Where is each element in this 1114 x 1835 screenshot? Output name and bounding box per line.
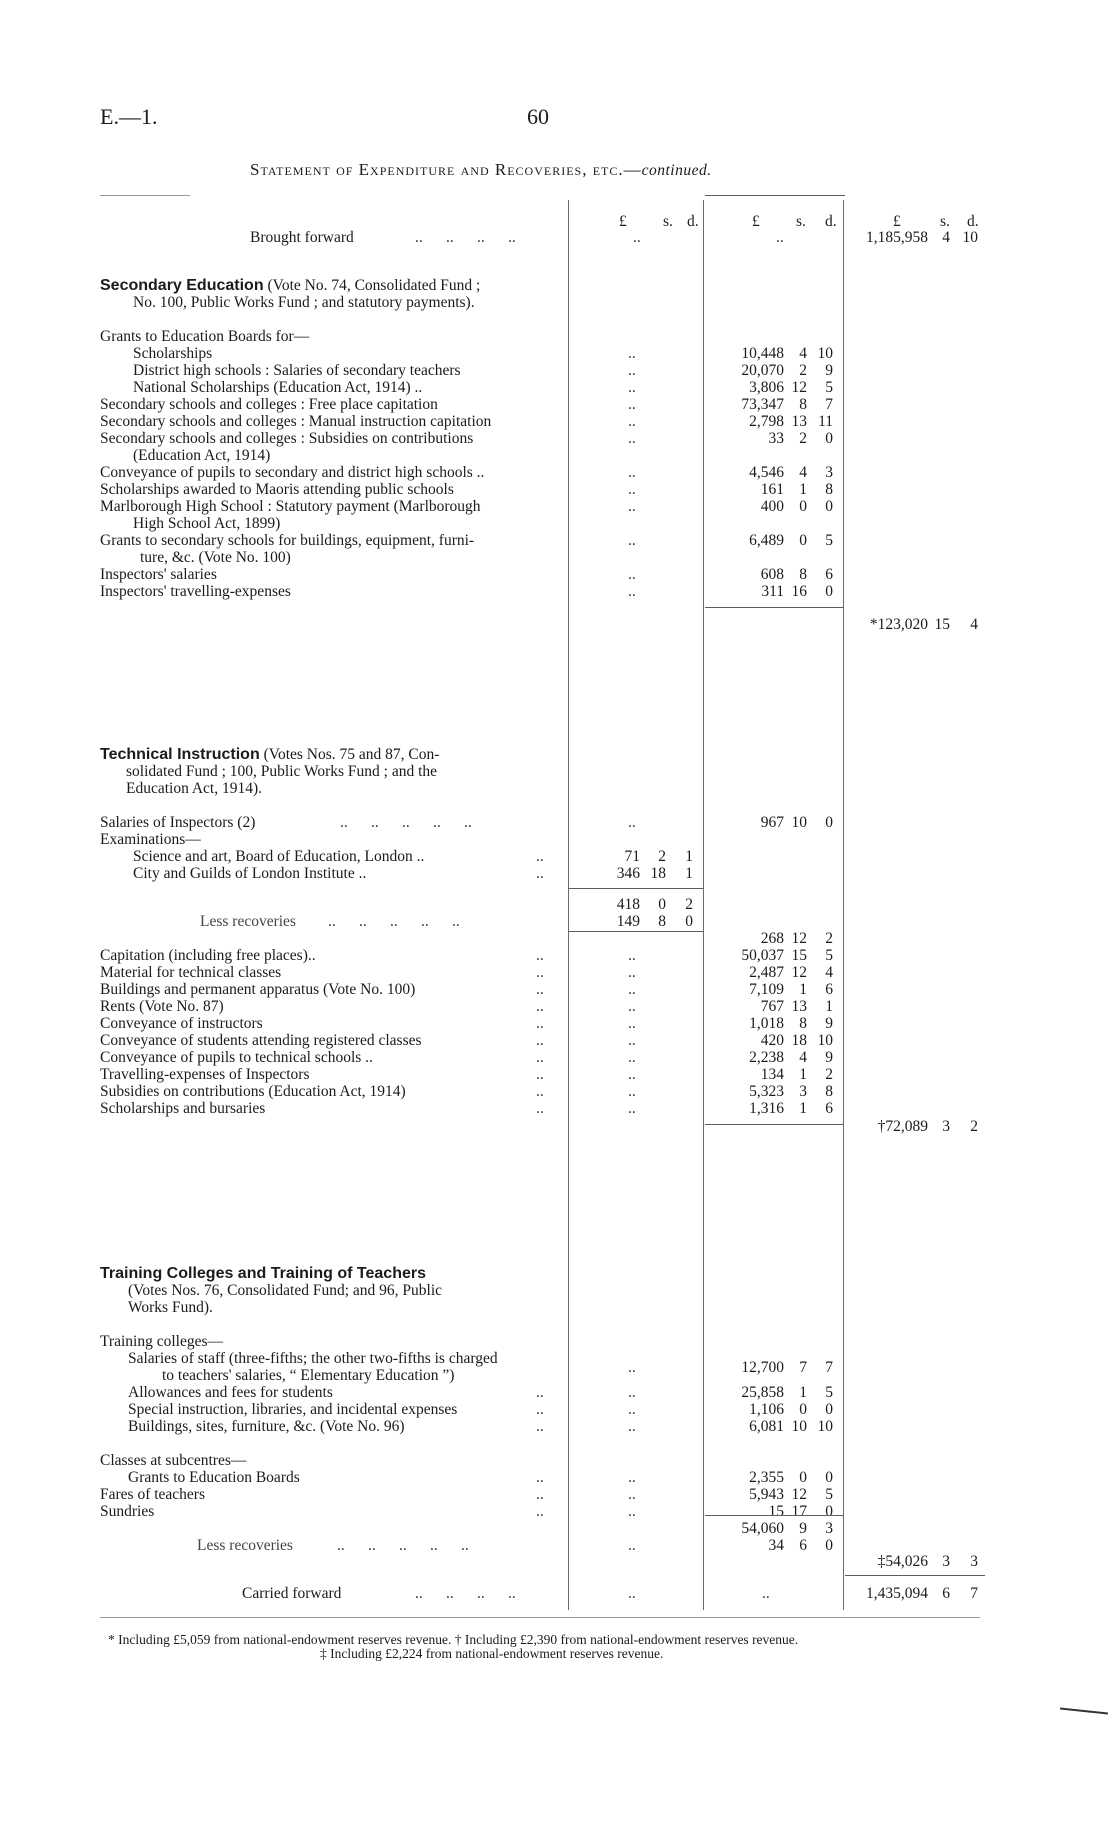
carried-forward-shillings: 6	[942, 1585, 950, 1602]
amount-pence: 1	[825, 998, 833, 1015]
leader-dots: ..	[628, 1469, 636, 1486]
technical-subheading-1: (Votes Nos. 75 and 87, Con-	[263, 746, 440, 763]
leader-dots: ..	[536, 1401, 544, 1418]
col1-s-header: s.	[663, 213, 673, 230]
amount-pounds: 608	[760, 566, 784, 583]
row-label: Material for technical classes	[100, 964, 282, 981]
amount-pounds: 3,806	[749, 379, 784, 396]
amount-shillings: 3	[799, 1083, 807, 1100]
amount-pence: 1	[685, 865, 693, 882]
amount-pence: 0	[825, 1503, 833, 1520]
leader-dots: ..	[536, 1486, 544, 1503]
training-subheading-2: Works Fund).	[128, 1299, 213, 1316]
column-rule-3	[843, 200, 844, 1610]
column-rule-2	[703, 200, 704, 1610]
leader-dots: ..	[628, 379, 636, 396]
leader-dots: ..	[628, 1083, 636, 1100]
row-label: Inspectors' travelling-expenses	[100, 583, 291, 600]
amount-shillings: 16	[791, 583, 807, 600]
exams-net-rule	[568, 931, 703, 932]
amount-pence: 0	[825, 583, 833, 600]
leader-dots: ..	[536, 1083, 544, 1100]
row-label: Buildings, sites, furniture, &c. (Vote No. 96)	[128, 1418, 405, 1435]
leader-dots: ..	[628, 1015, 636, 1032]
secondary-subheading-1: (Vote No. 74, Consolidated Fund ;	[267, 277, 481, 294]
row-label: Conveyance of instructors	[100, 1015, 263, 1032]
amount-pounds: 20,070	[741, 362, 784, 379]
exams-sum-pence: 2	[685, 896, 693, 913]
amount-pence: 6	[825, 1100, 833, 1117]
technical-inspectors-pence: 0	[825, 814, 833, 831]
row-label: Secondary schools and colleges : Manual instruction capitation	[100, 413, 492, 430]
amount-pence: 3	[825, 464, 833, 481]
amount-shillings: 1	[799, 1100, 807, 1117]
amount-shillings: 12	[791, 964, 807, 981]
amount-shillings: 2	[799, 362, 807, 379]
amount-pence: 2	[825, 1066, 833, 1083]
title-continued: continued.	[641, 162, 712, 179]
row-label: Sundries	[100, 1503, 155, 1520]
amount-shillings: 4	[799, 1049, 807, 1066]
amount-pence: 8	[825, 1083, 833, 1100]
col3-s-header: s.	[940, 213, 950, 230]
leader-dots: ..	[536, 1384, 544, 1401]
amount-shillings: 1	[799, 1384, 807, 1401]
amount-pounds: 420	[760, 1032, 784, 1049]
training-less-label: Less recoveries	[197, 1537, 293, 1554]
technical-less-pence: 0	[685, 913, 693, 930]
leader-dots: .. .. .. ..	[415, 1585, 516, 1602]
brought-forward-pounds: 1,185,958	[866, 229, 928, 246]
col2-pound-header: £	[752, 213, 760, 230]
amount-shillings: 1	[799, 1066, 807, 1083]
leader-dots: ..	[628, 1418, 636, 1435]
row-label-continued: (Education Act, 1914)	[133, 447, 271, 464]
leader-dots: ..	[628, 430, 636, 447]
row-label-continued: High School Act, 1899)	[133, 515, 281, 532]
row-label: Marlborough High School : Statutory payment (Marlborough	[100, 498, 481, 515]
row-label: Conveyance of pupils to secondary and district high schools ..	[100, 464, 485, 481]
amount-pence: 6	[825, 981, 833, 998]
amount-pence: 5	[825, 532, 833, 549]
amount-shillings: 1	[799, 481, 807, 498]
amount-pounds: 4,546	[749, 464, 784, 481]
amount-shillings: 0	[799, 532, 807, 549]
amount-pounds: 2,487	[749, 964, 784, 981]
amount-shillings: 0	[799, 1401, 807, 1418]
amount-shillings: 2	[658, 848, 666, 865]
footnote-1: * Including £5,059 from national-endowment reserves revenue. † Including £2,390 from national-endowment reserves revenue.	[108, 1632, 799, 1647]
amount-pounds: 1,106	[749, 1401, 784, 1418]
column-rule-1	[568, 200, 569, 1610]
row-label: Grants to secondary schools for buildings, equipment, furni-	[100, 532, 475, 549]
footnote-rule	[100, 1617, 980, 1618]
leader-dots: ..	[762, 1585, 770, 1602]
amount-pence: 10	[817, 1418, 833, 1435]
training-subcentres-label: Classes at subcentres—	[100, 1452, 247, 1469]
amount-pounds: 71	[624, 848, 640, 865]
secondary-subheading-2: No. 100, Public Works Fund ; and statutory payments).	[133, 294, 475, 311]
technical-inspectors-shillings: 10	[791, 814, 807, 831]
amount-pence: 1	[685, 848, 693, 865]
leader-dots: ..	[628, 1537, 636, 1554]
amount-pounds: 2,238	[749, 1049, 784, 1066]
amount-pounds: 6,081	[749, 1418, 784, 1435]
amount-pounds: 1,316	[749, 1100, 784, 1117]
exams-subtotal-rule	[568, 888, 703, 889]
amount-pence: 9	[825, 1049, 833, 1066]
page-reference: E.—1.	[100, 104, 158, 129]
amount-pounds: 12,700	[741, 1359, 784, 1376]
leader-dots: ..	[628, 1384, 636, 1401]
technical-heading: Technical Instruction	[100, 746, 260, 763]
amount-pounds: 346	[616, 865, 640, 882]
amount-pounds: 73,347	[741, 396, 784, 413]
amount-pounds: 50,037	[741, 947, 784, 964]
amount-shillings: 4	[799, 345, 807, 362]
row-label: Capitation (including free places)..	[100, 947, 316, 964]
leader-dots: ..	[536, 998, 544, 1015]
leader-dots: ..	[628, 1503, 636, 1520]
amount-pounds: 33	[768, 430, 784, 447]
leader-dots: ..	[633, 229, 641, 246]
amount-pence: 0	[825, 1401, 833, 1418]
leader-dots: ..	[628, 1401, 636, 1418]
col2-s-header: s.	[796, 213, 806, 230]
page-number: 60	[527, 104, 549, 129]
technical-subtotal-rule	[705, 1124, 843, 1125]
leader-dots: ..	[628, 964, 636, 981]
amount-shillings: 18	[791, 1032, 807, 1049]
leader-dots: ..	[628, 396, 636, 413]
technical-subheading-2: solidated Fund ; 100, Public Works Fund ; and the	[126, 763, 438, 780]
amount-shillings: 15	[791, 947, 807, 964]
leader-dots: ..	[628, 1066, 636, 1083]
leader-dots: ..	[628, 1100, 636, 1117]
page-title	[250, 160, 712, 180]
leader-dots: ..	[628, 1049, 636, 1066]
technical-inspectors-pounds: 967	[760, 814, 784, 831]
leader-dots: ..	[536, 1100, 544, 1117]
row-label: Allowances and fees for students	[128, 1384, 333, 1401]
row-label: National Scholarships (Education Act, 1914) ..	[133, 379, 423, 396]
row-label: Subsidies on contributions (Education Act, 1914)	[100, 1083, 406, 1100]
exams-sum-shillings: 0	[658, 896, 666, 913]
row-label: Fares of teachers	[100, 1486, 206, 1503]
leader-dots: ..	[628, 1359, 636, 1376]
amount-shillings: 17	[791, 1503, 807, 1520]
row-label: City and Guilds of London Institute ..	[133, 865, 367, 882]
amount-pounds: 2,798	[749, 413, 784, 430]
technical-total-pounds: †72,089	[877, 1118, 928, 1135]
carried-forward-label: Carried forward	[242, 1585, 342, 1602]
amount-pounds: 134	[760, 1066, 784, 1083]
section-technical-heading	[100, 746, 560, 763]
training-subtotal-rule	[705, 1515, 843, 1516]
secondary-heading: Secondary Education	[100, 277, 264, 294]
amount-shillings: 2	[799, 430, 807, 447]
leader-dots: ..	[628, 1486, 636, 1503]
row-label: Scholarships awarded to Maoris attending public schools	[100, 481, 454, 498]
amount-shillings: 1	[799, 981, 807, 998]
training-less-pounds: 34	[768, 1537, 784, 1554]
leader-dots: ..	[536, 1418, 544, 1435]
training-sum-pounds: 54,060	[741, 1520, 784, 1537]
leader-dots: ..	[536, 1015, 544, 1032]
leader-dots: ..	[536, 1066, 544, 1083]
secondary-total-pounds: *123,020	[869, 616, 928, 633]
leader-dots: ..	[628, 362, 636, 379]
technical-subheading-3: Education Act, 1914).	[126, 780, 263, 797]
top-rule-left	[100, 195, 190, 196]
section-secondary-heading	[100, 277, 560, 294]
carried-forward-pounds: 1,435,094	[866, 1585, 928, 1602]
training-total-shillings: 3	[942, 1553, 950, 1570]
leader-dots: ..	[536, 1049, 544, 1066]
leader-dots: ..	[536, 865, 544, 882]
col2-d-header: d.	[825, 213, 837, 230]
row-label: Inspectors' salaries	[100, 566, 217, 583]
amount-pence: 0	[825, 430, 833, 447]
leader-dots: ..	[536, 964, 544, 981]
brought-forward-pence: 10	[962, 229, 978, 246]
amount-shillings: 13	[791, 998, 807, 1015]
amount-shillings: 12	[791, 379, 807, 396]
amount-shillings: 7	[799, 1359, 807, 1376]
row-label: Scholarships	[133, 345, 213, 362]
amount-shillings: 8	[799, 396, 807, 413]
leader-dots: ..	[628, 981, 636, 998]
technical-less-shillings: 8	[658, 913, 666, 930]
secondary-subtotal-rule	[705, 607, 843, 608]
leader-dots: ..	[536, 1469, 544, 1486]
amount-shillings: 10	[791, 1418, 807, 1435]
amount-pounds: 161	[760, 481, 784, 498]
amount-pounds: 15	[768, 1503, 784, 1520]
leader-dots: ..	[628, 566, 636, 583]
exams-net-pence: 2	[825, 930, 833, 947]
row-label-continued: ture, &c. (Vote No. 100)	[140, 549, 291, 566]
amount-pence: 5	[825, 1384, 833, 1401]
leader-dots: .. .. .. .. ..	[337, 1537, 469, 1554]
technical-less-pounds: 149	[616, 913, 640, 930]
col3-d-header: d.	[967, 213, 979, 230]
training-less-shillings: 6	[799, 1537, 807, 1554]
exams-net-shillings: 12	[791, 930, 807, 947]
leader-dots: ..	[628, 1585, 636, 1602]
secondary-grants-label: Grants to Education Boards for—	[100, 328, 310, 345]
amount-shillings: 13	[791, 413, 807, 430]
amount-shillings: 0	[799, 1469, 807, 1486]
amount-shillings: 12	[791, 1486, 807, 1503]
carried-forward-pence: 7	[970, 1585, 978, 1602]
secondary-total-pence: 4	[970, 616, 978, 633]
secondary-total-shillings: 15	[934, 616, 950, 633]
leader-dots: .. .. .. ..	[415, 229, 516, 246]
amount-pence: 10	[817, 345, 833, 362]
amount-pounds: 5,323	[749, 1083, 784, 1100]
amount-pence: 5	[825, 947, 833, 964]
amount-pounds: 5,943	[749, 1486, 784, 1503]
row-label: Grants to Education Boards	[128, 1469, 300, 1486]
training-less-pence: 0	[825, 1537, 833, 1554]
brought-forward-label: Brought forward	[250, 229, 354, 246]
row-label: Buildings and permanent apparatus (Vote No. 100)	[100, 981, 416, 998]
amount-pence: 10	[817, 1032, 833, 1049]
brought-forward-shillings: 4	[942, 229, 950, 246]
amount-pence: 9	[825, 1015, 833, 1032]
row-label: District high schools : Salaries of secondary teachers	[133, 362, 461, 379]
technical-exams-label: Examinations—	[100, 831, 201, 848]
technical-inspectors-label: Salaries of Inspectors (2)	[100, 814, 256, 831]
row-label: Conveyance of students attending registered classes	[100, 1032, 422, 1049]
technical-less-label: Less recoveries	[200, 913, 296, 930]
leader-dots: .. .. .. .. ..	[340, 814, 472, 831]
amount-pounds: 25,858	[741, 1384, 784, 1401]
row-label: Science and art, Board of Education, London ..	[133, 848, 425, 865]
leader-dots: ..	[628, 498, 636, 515]
section-training-heading	[100, 1265, 570, 1282]
amount-shillings: 8	[799, 1015, 807, 1032]
scan-mark	[1060, 1707, 1108, 1714]
amount-pounds: 767	[760, 998, 784, 1015]
leader-dots: ..	[628, 532, 636, 549]
leader-dots: ..	[536, 848, 544, 865]
amount-shillings: 18	[650, 865, 666, 882]
leader-dots: ..	[628, 998, 636, 1015]
col1-pound-header: £	[619, 213, 627, 230]
leader-dots: ..	[628, 464, 636, 481]
amount-pence: 9	[825, 362, 833, 379]
amount-pounds: 10,448	[741, 345, 784, 362]
row-label: Secondary schools and colleges : Free place capitation	[100, 396, 438, 413]
leader-dots: ..	[536, 947, 544, 964]
training-subheading-1: (Votes Nos. 76, Consolidated Fund; and 96, Public	[128, 1282, 443, 1299]
training-total-pence: 3	[970, 1553, 978, 1570]
leader-dots: ..	[628, 481, 636, 498]
training-heading: Training Colleges and Training of Teachers	[100, 1265, 426, 1282]
training-sum-pence: 3	[825, 1520, 833, 1537]
row-label: Salaries of staff (three-fifths; the other two-fifths is charged	[128, 1350, 498, 1367]
row-label: Special instruction, libraries, and incidental expenses	[128, 1401, 458, 1418]
footnote-2: ‡ Including £2,224 from national-endowment reserves revenue.	[320, 1646, 664, 1661]
amount-shillings: 0	[799, 498, 807, 515]
technical-total-pence: 2	[970, 1118, 978, 1135]
training-sum-shillings: 9	[799, 1520, 807, 1537]
leader-dots: ..	[628, 413, 636, 430]
amount-pence: 8	[825, 481, 833, 498]
exams-net-pounds: 268	[760, 930, 784, 947]
top-rule-right	[705, 195, 845, 196]
leader-dots: ..	[628, 345, 636, 362]
row-label: Scholarships and bursaries	[100, 1100, 266, 1117]
leader-dots: .. .. .. .. ..	[328, 913, 460, 930]
row-label-continued: to teachers' salaries, “ Elementary Education ”)	[162, 1367, 455, 1384]
training-total-pounds: ‡54,026	[877, 1553, 928, 1570]
amount-pounds: 311	[761, 583, 784, 600]
training-colleges-label: Training colleges—	[100, 1333, 223, 1350]
amount-pounds: 7,109	[749, 981, 784, 998]
col1-d-header: d.	[687, 213, 699, 230]
leader-dots: ..	[536, 981, 544, 998]
amount-pence: 4	[825, 964, 833, 981]
exams-sum-pounds: 418	[616, 896, 640, 913]
row-label: Conveyance of pupils to technical schools ..	[100, 1049, 373, 1066]
grand-total-rule	[845, 1575, 985, 1576]
amount-pounds: 6,489	[749, 532, 784, 549]
amount-pounds: 1,018	[749, 1015, 784, 1032]
amount-pounds: 400	[760, 498, 784, 515]
technical-total-shillings: 3	[942, 1118, 950, 1135]
row-label: Secondary schools and colleges : Subsidies on contributions	[100, 430, 474, 447]
leader-dots: ..	[628, 947, 636, 964]
leader-dots: ..	[536, 1503, 544, 1520]
leader-dots: ..	[628, 1032, 636, 1049]
leader-dots: ..	[628, 814, 636, 831]
row-label: Travelling-expenses of Inspectors	[100, 1066, 310, 1083]
amount-pence: 7	[825, 396, 833, 413]
amount-pence: 0	[825, 498, 833, 515]
title-main: Statement of Expenditure and Recoveries, etc.—	[250, 160, 642, 179]
amount-pence: 0	[825, 1469, 833, 1486]
amount-shillings: 8	[799, 566, 807, 583]
col3-pound-header: £	[893, 213, 901, 230]
leader-dots: ..	[536, 1032, 544, 1049]
leader-dots: ..	[776, 229, 784, 246]
amount-pounds: 2,355	[749, 1469, 784, 1486]
amount-shillings: 4	[799, 464, 807, 481]
amount-pence: 7	[825, 1359, 833, 1376]
amount-pence: 11	[818, 413, 833, 430]
amount-pence: 6	[825, 566, 833, 583]
amount-pence: 5	[825, 379, 833, 396]
amount-pence: 5	[825, 1486, 833, 1503]
leader-dots: ..	[628, 583, 636, 600]
row-label: Rents (Vote No. 87)	[100, 998, 224, 1015]
